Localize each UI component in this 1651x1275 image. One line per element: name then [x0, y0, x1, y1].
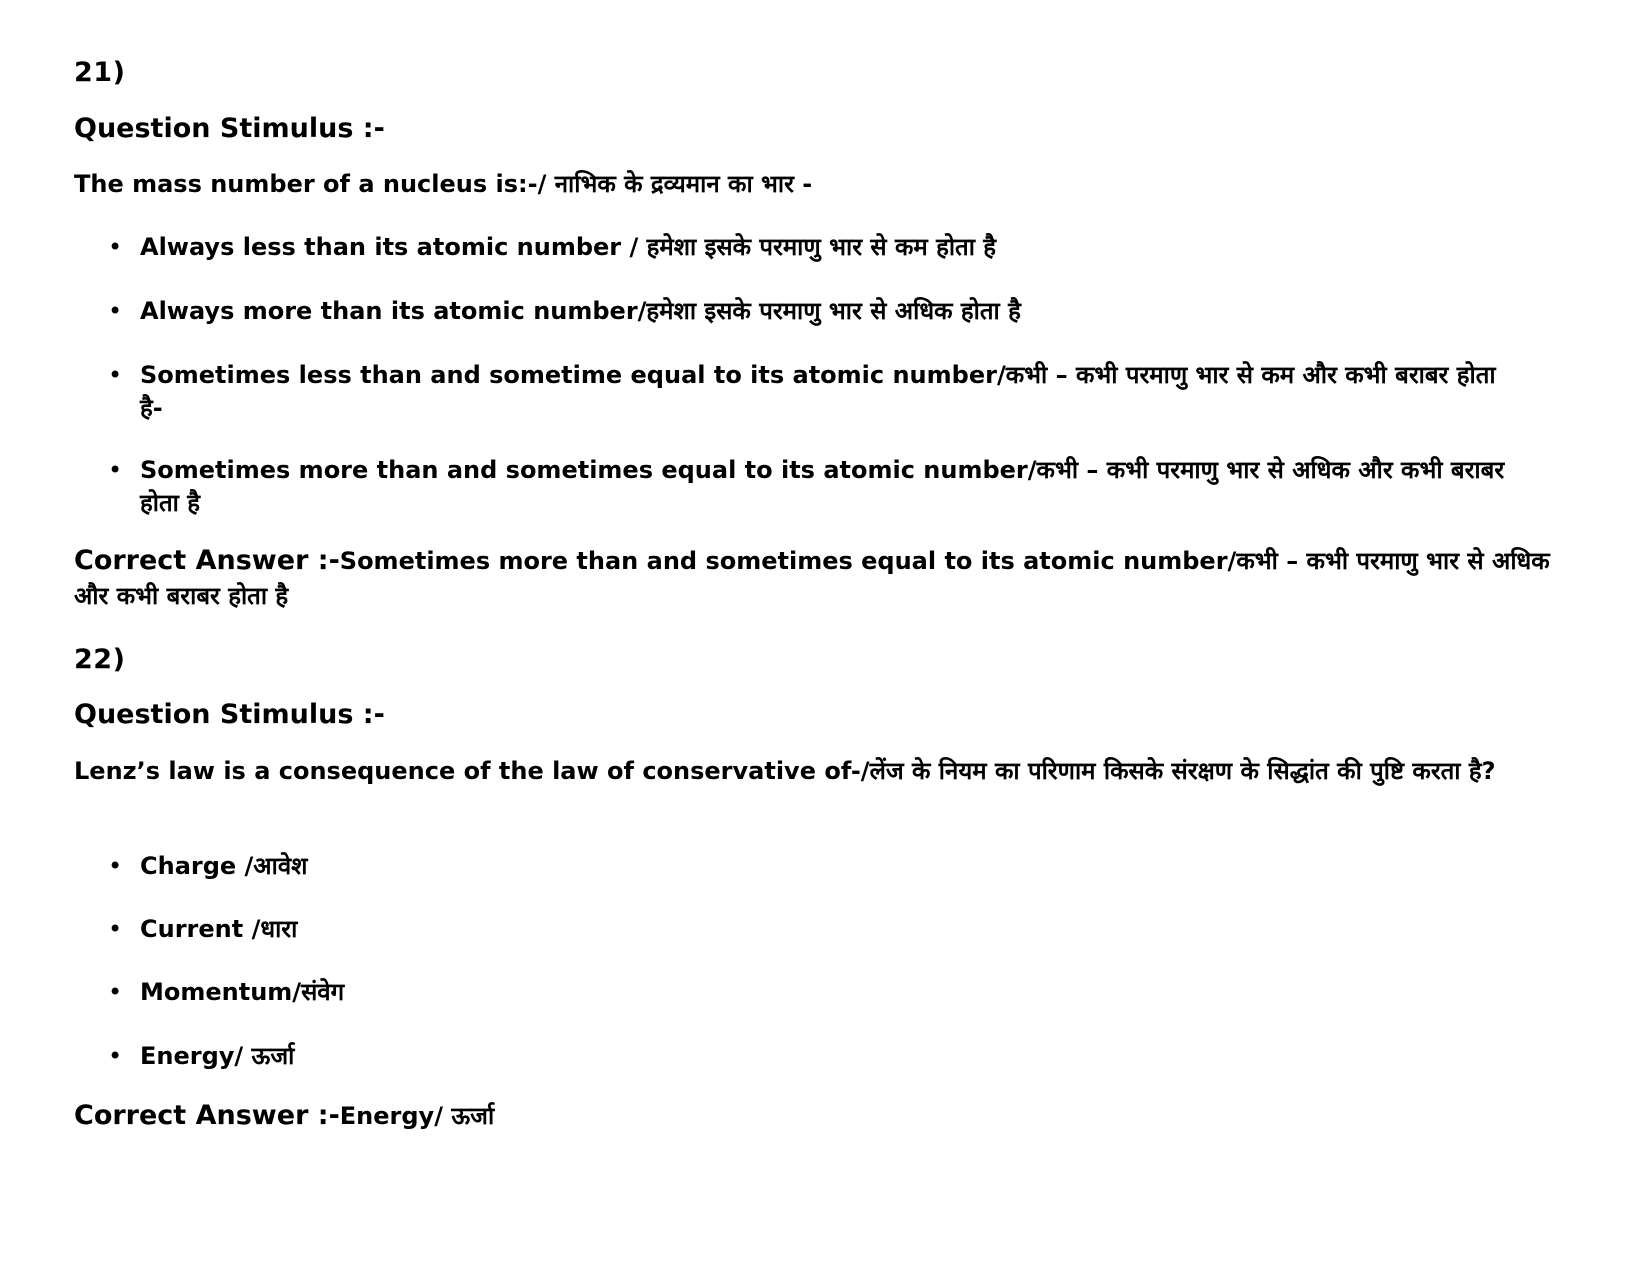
option-item: [74, 295, 1574, 328]
bullet-icon: •: [108, 297, 123, 325]
bullet-icon: •: [108, 915, 123, 943]
correct-answer: [74, 1099, 1574, 1135]
option-item: [74, 1040, 1574, 1073]
bullet-icon: •: [108, 1042, 123, 1070]
bullet-icon: •: [108, 233, 123, 261]
option-item: [74, 976, 1574, 1009]
bullet-icon: •: [108, 852, 123, 880]
option-text: Energy/ ऊर्जा: [140, 1042, 295, 1070]
option-text: Current /धारा: [140, 915, 298, 943]
option-text: Always less than its atomic number / हमेशा इसके परमाणु भार से कम होता है: [140, 233, 997, 261]
option-item: [74, 359, 1574, 425]
correct-answer-label: Correct Answer :-: [74, 545, 340, 576]
correct-answer: [74, 544, 1574, 615]
option-text: Always more than its atomic number/हमेशा इसके परमाणु भार से अधिक होता है: [140, 297, 1021, 325]
option-item: [74, 454, 1574, 520]
option-item: [74, 850, 1574, 883]
bullet-icon: •: [108, 361, 123, 389]
option-text: Momentum/संवेग: [140, 978, 345, 1006]
bullet-icon: •: [108, 456, 123, 484]
question-stem: Lenz’s law is a consequence of the law of conservative of-/लेंज के नियम का परिणाम किसके संरक्षण के सिद्धांत की पुष्टि करता है?: [74, 757, 1496, 785]
question-number: 22): [74, 644, 126, 675]
question-number: 21): [74, 57, 126, 88]
question-stimulus-label: Question Stimulus :-: [74, 699, 385, 730]
option-text: Sometimes less than and sometime equal to its atomic number/कभी – कभी परमाणु भार से कम और कभी बराबर होता है-: [140, 361, 1496, 422]
correct-answer-text: Energy/ ऊर्जा: [339, 1102, 495, 1130]
option-text: Charge /आवेश: [140, 852, 308, 880]
correct-answer-text: Sometimes more than and sometimes equal to its atomic number/कभी – कभी परमाणु भार से अधिक और कभी बराबर होता है: [74, 547, 1550, 610]
option-item: [74, 231, 1574, 264]
question-stem: The mass number of a nucleus is:-/ नाभिक के द्रव्यमान का भार -: [74, 170, 813, 198]
bullet-icon: •: [108, 978, 123, 1006]
correct-answer-label: Correct Answer :-: [74, 1100, 340, 1131]
question-stimulus-label: Question Stimulus :-: [74, 113, 385, 144]
option-text: Sometimes more than and sometimes equal to its atomic number/कभी – कभी परमाणु भार से अधिक और कभी बराबर होता है: [140, 456, 1505, 517]
option-item: [74, 913, 1574, 946]
